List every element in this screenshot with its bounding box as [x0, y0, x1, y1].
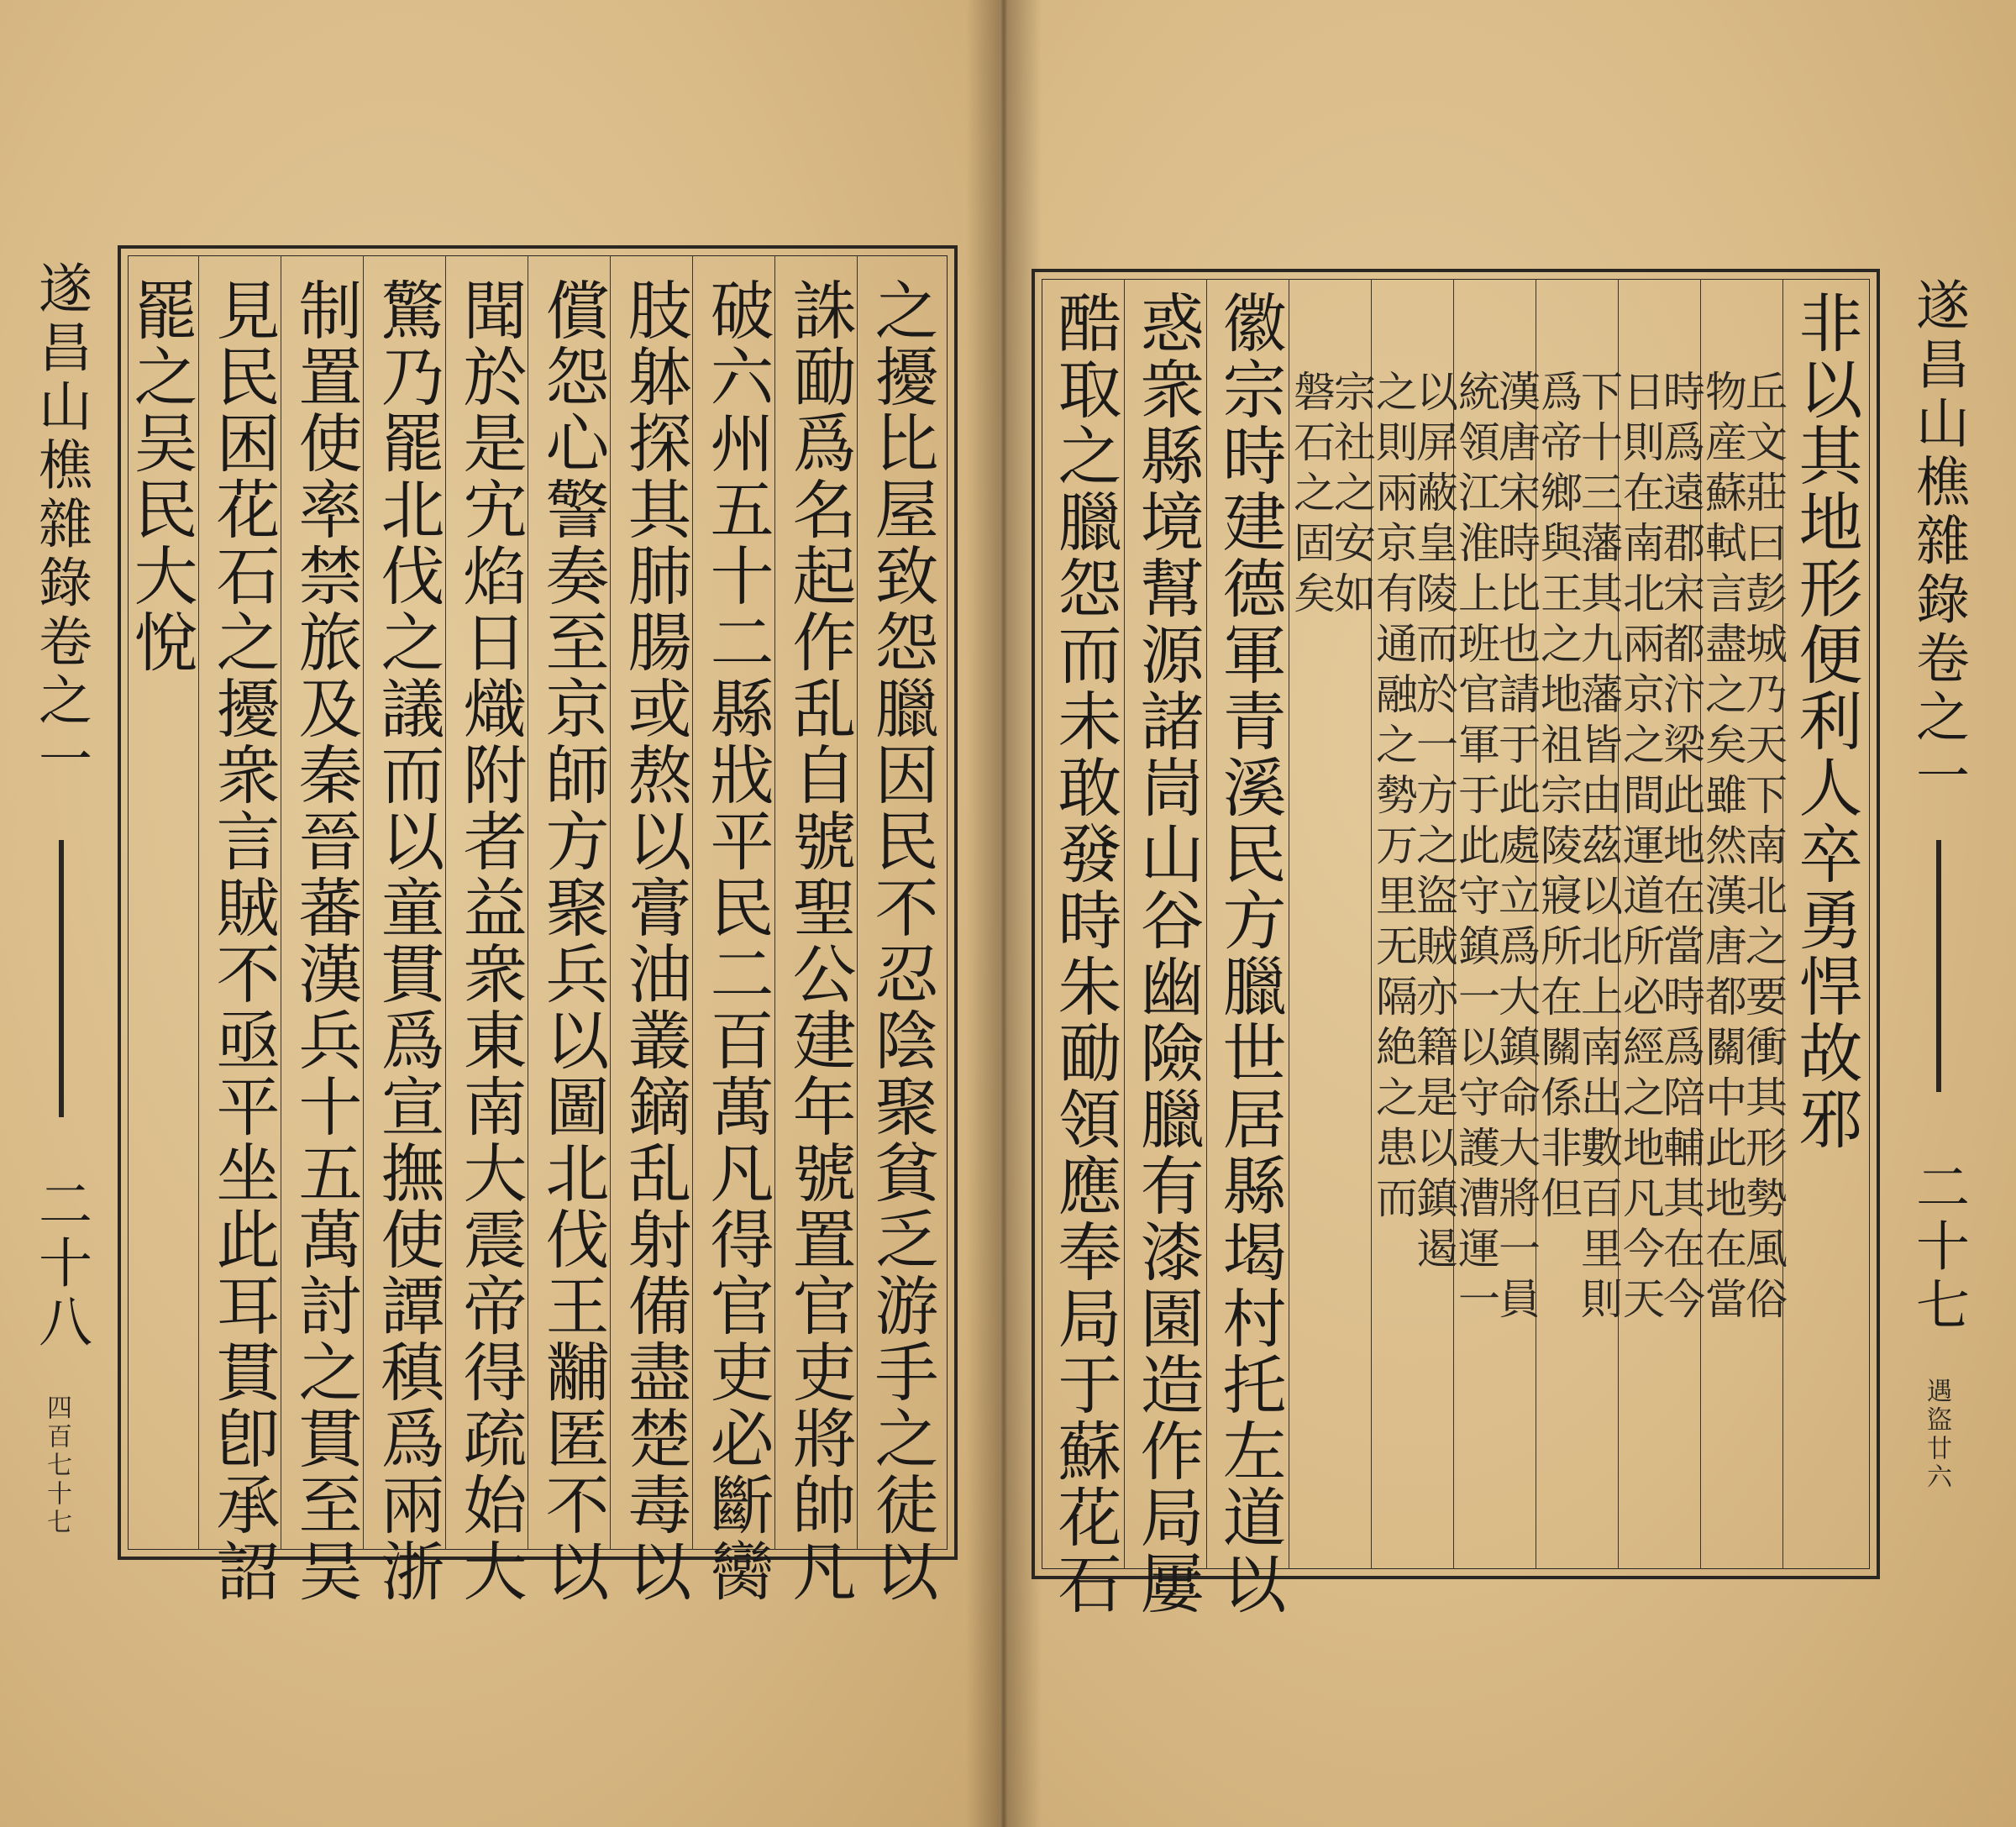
left-page — [0, 0, 1000, 1827]
right-margin-fishtail — [1936, 840, 1941, 1092]
right-note-column: 統領江淮上班官軍于此守鎮一以守護漕運一 — [1452, 370, 1500, 1327]
book-spine — [966, 0, 1042, 1827]
right-note-column: 磐石之固矣 — [1287, 370, 1336, 622]
right-note-column: 以屏蔽皇陵而於一方之盜賊亦籍是以鎮遏 — [1410, 370, 1458, 1277]
right-page — [1000, 0, 2016, 1827]
left-margin-fishtail — [59, 840, 64, 1117]
left-text-column: 之擾比屋致怨臘因民不忍陰聚貧乏游手之徒以 — [864, 277, 939, 1604]
right-note-column: 爲帝鄉與王之地祖宗陵寢所在關係非但 — [1534, 370, 1583, 1226]
right-note-column: 物産蘇軾言盡之矣雖然漢唐都關中此地在當 — [1698, 370, 1747, 1327]
left-text-column: 聞於是宄焰日熾附者益衆東南大震帝得疏始大 — [453, 277, 528, 1604]
left-text-column: 誅勔爲名起作乱自號聖公建年號置官吏將帥凡 — [782, 277, 857, 1604]
left-text-column: 罷之吴民大悅 — [123, 277, 198, 675]
left-text-column: 肢躰探其肺腸或熬以膏油叢鏑乱射備盡楚毒以 — [617, 277, 692, 1604]
right-margin-title: 遂昌山樵雜錄卷之一 — [1907, 277, 1969, 806]
left-text-column: 制置使率禁旅及秦晉蕃漢兵十五萬討之貫至吴 — [288, 277, 363, 1604]
left-text-column: 驚乃罷北伐之議而以童貫爲宣撫使譚稹爲兩浙 — [370, 277, 445, 1604]
left-text-column: 破六州五十二縣戕平民二百萬凡得官吏必斷臠 — [700, 277, 774, 1604]
right-note-column: 日則在南北兩京之間運道所必經之地凡今天 — [1616, 370, 1665, 1327]
left-text-column: 償怨心警奏至京師方聚兵以圖北伐王黼匿不以 — [535, 277, 610, 1604]
left-margin-note: 四百七十七 — [42, 1394, 71, 1537]
left-margin-folio: 二十八 — [29, 1176, 92, 1352]
right-note-column: 丘文莊曰彭城乃天下南北之要衝其形勢風俗 — [1739, 370, 1788, 1327]
right-body-column: 徽宗時建德軍青溪民方臘世居縣堨村托左道以 — [1212, 290, 1287, 1617]
left-margin-title: 遂昌山樵雜錄卷之一 — [29, 260, 92, 790]
right-note-column: 之則兩京有通融之勢万里无隔絶之患而 — [1369, 370, 1418, 1226]
right-note-column: 漢唐宋時比也請于此處立爲大鎮命大將一員 — [1492, 370, 1541, 1327]
right-margin-folio: 二十七 — [1907, 1159, 1969, 1336]
right-body-column: 酷取之臘怨而未敢發時朱勔領應奉局于蘇花石 — [1047, 290, 1122, 1617]
right-note-column: 下十三藩其九藩皆由茲以北上南出數百里則 — [1574, 370, 1623, 1327]
left-text-column: 見民困花石之擾衆言賊不亟平坐此耳貫卽承詔 — [206, 277, 281, 1604]
right-margin-note: 遇盜廿六 — [1922, 1378, 1951, 1492]
right-note-column: 時爲遠郡宋都汴梁此地在當時爲陪輔其在今 — [1656, 370, 1705, 1327]
right-body-column: 惑衆縣境幫源諸峝山谷幽險臘有漆園造作局屢 — [1130, 290, 1205, 1617]
right-main-column: 非以其地形便利人卒勇悍故邪 — [1788, 290, 1863, 1152]
right-note-column: 宗社之安如 — [1327, 370, 1376, 622]
